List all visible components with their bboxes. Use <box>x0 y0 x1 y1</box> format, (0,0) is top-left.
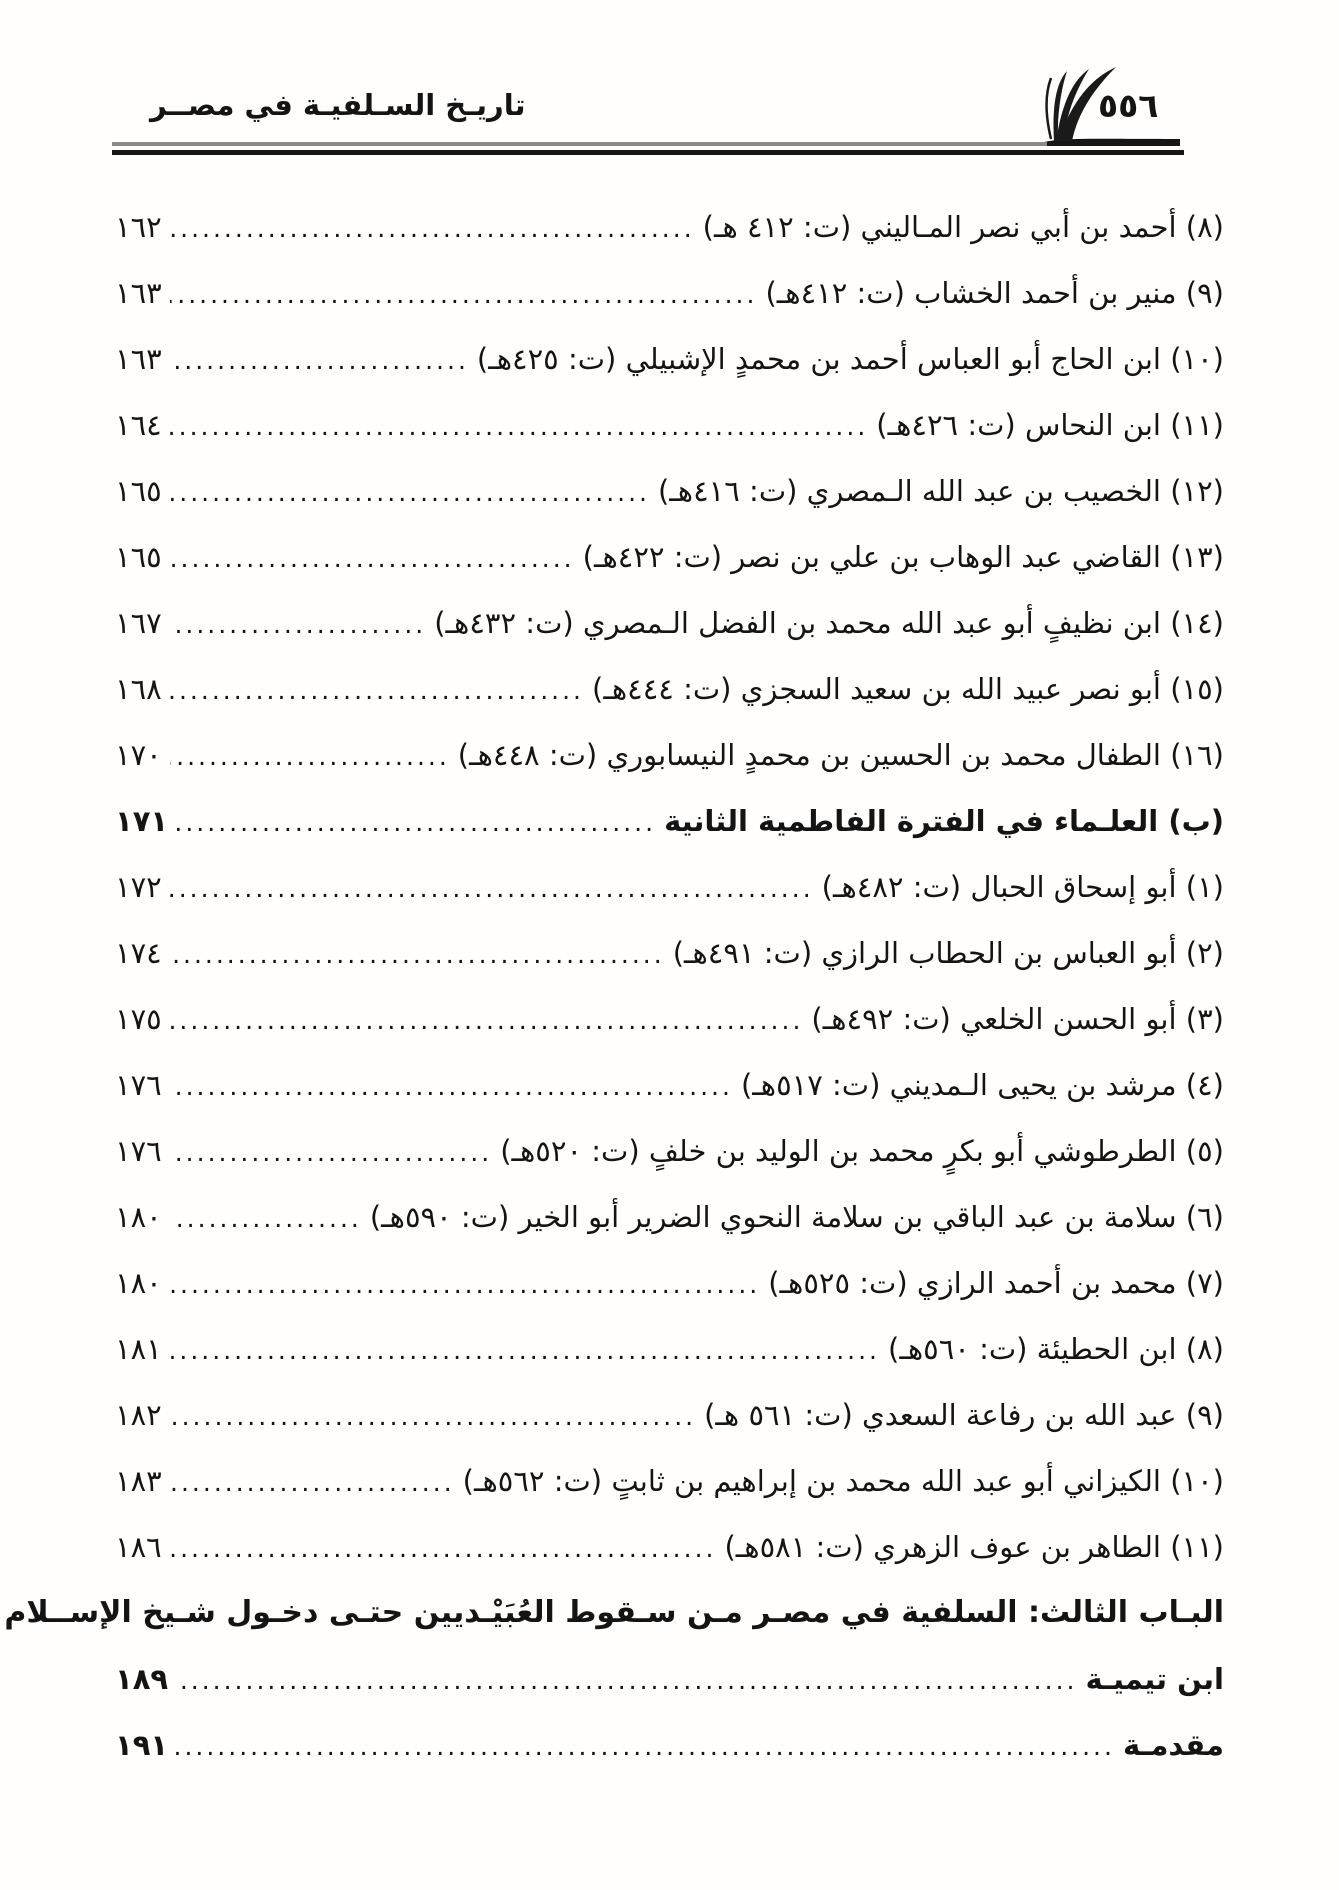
toc-entry <box>115 854 1224 920</box>
toc-entry-page: ١٦٣ <box>115 276 162 310</box>
toc-entry-label: (١١) الطاهر بن عوف الزهري (ت: ٥٨١هـ) <box>724 1530 1224 1564</box>
dot-leader <box>170 1402 696 1431</box>
toc-entry <box>115 326 1224 392</box>
toc-entry <box>115 1316 1224 1382</box>
toc-entry-page: ١٨٠ <box>115 1200 162 1234</box>
toc-entry-label: (٧) محمد بن أحمد الرازي (ت: ٥٢٥هـ) <box>768 1266 1224 1300</box>
toc-entry <box>115 260 1224 326</box>
toc-entry <box>115 590 1224 656</box>
toc-entry-page: ١٧٦ <box>115 1068 162 1102</box>
toc-entry-label: (١٦) الطفال محمد بن الحسين بن محمدٍ النيسابوري (ت: ٤٤٨هـ) <box>457 738 1224 772</box>
toc-entry-label: (١٢) الخصيب بن عبد الله الـمصري (ت: ٤١٦هـ) <box>657 474 1224 508</box>
toc-entry-page: ١٨٢ <box>115 1398 162 1432</box>
toc-entry <box>115 920 1224 986</box>
toc-entry-page: ١٨٣ <box>115 1464 162 1498</box>
toc-entry-page: ١٧١ <box>115 804 169 838</box>
toc-entry-page: ١٧٢ <box>115 870 162 904</box>
dot-leader <box>170 346 469 375</box>
toc-entry-label: (٥) الطرطوشي أبو بكرٍ محمد بن الوليد بن خلفٍ (ت: ٥٢٠هـ) <box>500 1134 1224 1168</box>
toc-entry <box>115 1118 1224 1184</box>
toc-entry-page: ١٧٠ <box>115 738 162 772</box>
toc-entry-label: (١٠) ابن الحاج أبو العباس أحمد بن محمدٍ الإشبيلي (ت: ٤٢٥هـ) <box>476 342 1224 376</box>
dot-leader <box>170 1138 492 1167</box>
dot-leader <box>170 544 575 573</box>
book-title: تاريـخ السـلفيـة في مصــر <box>150 88 526 122</box>
toc-entry-page: ١٧٤ <box>115 936 162 970</box>
dot-leader <box>170 478 650 507</box>
toc-entry <box>115 1052 1224 1118</box>
toc-entry-page: ١٦٥ <box>115 540 162 574</box>
chapter-heading-label: البـاب الثالث: السلفية في مصـر مـن سـقوط العُبَيْـديين حتـى دخـول شـيخ الإســلام <box>4 1595 1224 1630</box>
toc-entry-label: (٨) أحمد بن أبي نصر المـاليني (ت: ٤١٢ هـ) <box>702 210 1224 244</box>
toc-entry <box>115 1712 1224 1778</box>
chapter-heading-continued <box>115 1646 1224 1712</box>
toc-entry-label: (١٣) القاضي عبد الوهاب بن علي بن نصر (ت: ٤٢٢هـ) <box>582 540 1224 574</box>
dot-leader <box>170 1204 362 1233</box>
toc-entry <box>115 1382 1224 1448</box>
toc-entry-page: ١٦٥ <box>115 474 162 508</box>
dot-leader <box>170 280 758 309</box>
toc-entry <box>115 194 1224 260</box>
chapter-heading <box>4 1580 1224 1646</box>
toc-entry <box>115 392 1224 458</box>
table-of-contents <box>4 194 1224 1778</box>
dot-leader <box>170 610 427 639</box>
toc-entry-label: (١٤) ابن نظيفٍ أبو عبد الله محمد بن الفضل الـمصري (ت: ٤٣٢هـ) <box>434 606 1224 640</box>
dot-leader <box>176 1732 1115 1761</box>
dot-leader <box>170 1468 455 1497</box>
toc-entry-page: ١٨٦ <box>115 1530 162 1564</box>
dot-leader <box>170 742 450 771</box>
toc-entry-label: مقدمـة <box>1122 1728 1224 1762</box>
toc-entry-label: (٩) منير بن أحمد الخشاب (ت: ٤١٢هـ) <box>765 276 1224 310</box>
toc-entry-label: (١٠) الكيزاني أبو عبد الله محمد بن إبراهيم بن ثابتٍ (ت: ٥٦٢هـ) <box>462 1464 1224 1498</box>
header-rule-black <box>112 150 1184 155</box>
dot-leader <box>176 1666 1077 1695</box>
dot-leader <box>170 940 665 969</box>
toc-entry <box>115 1448 1224 1514</box>
toc-entry-label: (٦) سلامة بن عبد الباقي بن سلامة النحوي الضرير أبو الخير (ت: ٥٩٠هـ) <box>369 1200 1224 1234</box>
toc-entry-label: (٣) أبو الحسن الخلعي (ت: ٤٩٢هـ) <box>811 1002 1224 1036</box>
toc-entry <box>115 656 1224 722</box>
toc-entry-page: ١٩١ <box>115 1728 169 1762</box>
toc-entry <box>115 524 1224 590</box>
toc-entry-page: ١٨٠ <box>115 1266 162 1300</box>
toc-entry-page: ١٦٤ <box>115 408 162 442</box>
toc-entry-page: ١٦٣ <box>115 342 162 376</box>
toc-entry-page: ١٦٧ <box>115 606 162 640</box>
toc-entry-label: (١٥) أبو نصر عبيد الله بن سعيد السجزي (ت: ٤٤٤هـ) <box>592 672 1224 706</box>
toc-entry <box>115 1184 1224 1250</box>
dot-leader <box>170 1270 760 1299</box>
toc-entry-label: (٤) مرشد بن يحيى الـمديني (ت: ٥١٧هـ) <box>740 1068 1224 1102</box>
header-rule-gray <box>112 142 1047 146</box>
dot-leader <box>170 1534 717 1563</box>
toc-entry-label: (ب) العلـماء في الفترة الفاطمية الثانية <box>664 804 1224 838</box>
toc-entry-page: ١٧٦ <box>115 1134 162 1168</box>
toc-entry-page: ١٨١ <box>115 1332 162 1366</box>
dot-leader <box>170 1336 880 1365</box>
toc-entry-page: ١٨٩ <box>115 1662 169 1696</box>
toc-entry-label: ابن تيميـة <box>1085 1662 1224 1696</box>
toc-entry <box>115 458 1224 524</box>
toc-entry-page: ١٧٥ <box>115 1002 162 1036</box>
toc-entry <box>115 1250 1224 1316</box>
toc-entry-label: (٩) عبد الله بن رفاعة السعدي (ت: ٥٦١ هـ) <box>704 1398 1224 1432</box>
toc-entry <box>115 722 1224 788</box>
toc-entry-label: (٢) أبو العباس بن الحطاب الرازي (ت: ٤٩١هـ) <box>672 936 1224 970</box>
toc-entry <box>115 986 1224 1052</box>
page-number: ٥٥٦ <box>1098 86 1159 125</box>
toc-entry-label: (١) أبو إسحاق الحبال (ت: ٤٨٢هـ) <box>821 870 1224 904</box>
toc-section-heading <box>115 788 1224 854</box>
dot-leader <box>170 1006 804 1035</box>
dot-leader <box>176 808 656 837</box>
dot-leader <box>170 1072 733 1101</box>
dot-leader <box>170 676 584 705</box>
toc-entry-label: (٨) ابن الحطيئة (ت: ٥٦٠هـ) <box>888 1332 1224 1366</box>
toc-entry-page: ١٦٨ <box>115 672 162 706</box>
dot-leader <box>170 214 695 243</box>
dot-leader <box>170 874 814 903</box>
toc-entry <box>115 1514 1224 1580</box>
toc-entry-page: ١٦٢ <box>115 210 162 244</box>
dot-leader <box>170 412 869 441</box>
toc-entry-label: (١١) ابن النحاس (ت: ٤٢٦هـ) <box>876 408 1224 442</box>
